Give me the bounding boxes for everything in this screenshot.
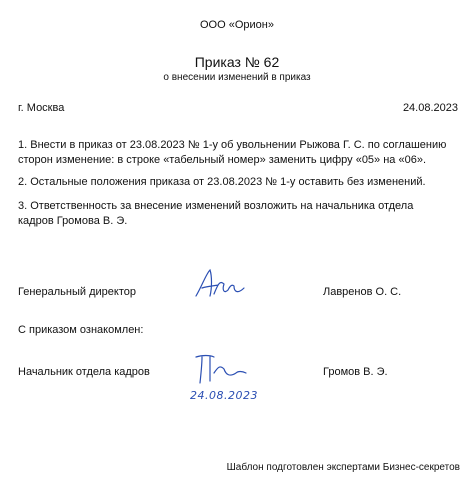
director-signature (190, 266, 250, 304)
hr-name: Громов В. Э. (323, 366, 388, 378)
footer-note: Шаблон подготовлен экспертами Бизнес-секретов (226, 462, 460, 473)
order-subtitle: о внесении изменений в приказ (163, 72, 311, 83)
order-title: Приказ № 62 (194, 54, 280, 70)
order-city: г. Москва (18, 102, 65, 114)
director-name: Лавренов О. С. (323, 286, 402, 298)
order-item-3: 3. Ответственность за внесение изменений возложить на начальника отдела кадров Громова В. Э. (18, 200, 414, 227)
order-item-2: 2. Остальные положения приказа от 23.08.2023 № 1-у оставить без изменений. (18, 176, 426, 188)
hr-handwritten-date: 24.08.2023 (190, 389, 258, 402)
order-item-1: 1. Внести в приказ от 23.08.2023 № 1-у об увольнении Рыжова Г. С. по соглашению сторон изменение: в строке «табельный номер» заменить цифру «05» на «06». (18, 139, 447, 166)
hr-signature (188, 351, 248, 387)
company-name: ООО «Орион» (200, 19, 274, 31)
hr-title: Начальник отдела кадров (18, 366, 150, 378)
acquainted-label: С приказом ознакомлен: (18, 324, 144, 336)
director-title: Генеральный директор (18, 286, 136, 298)
order-date: 24.08.2023 (402, 102, 458, 114)
